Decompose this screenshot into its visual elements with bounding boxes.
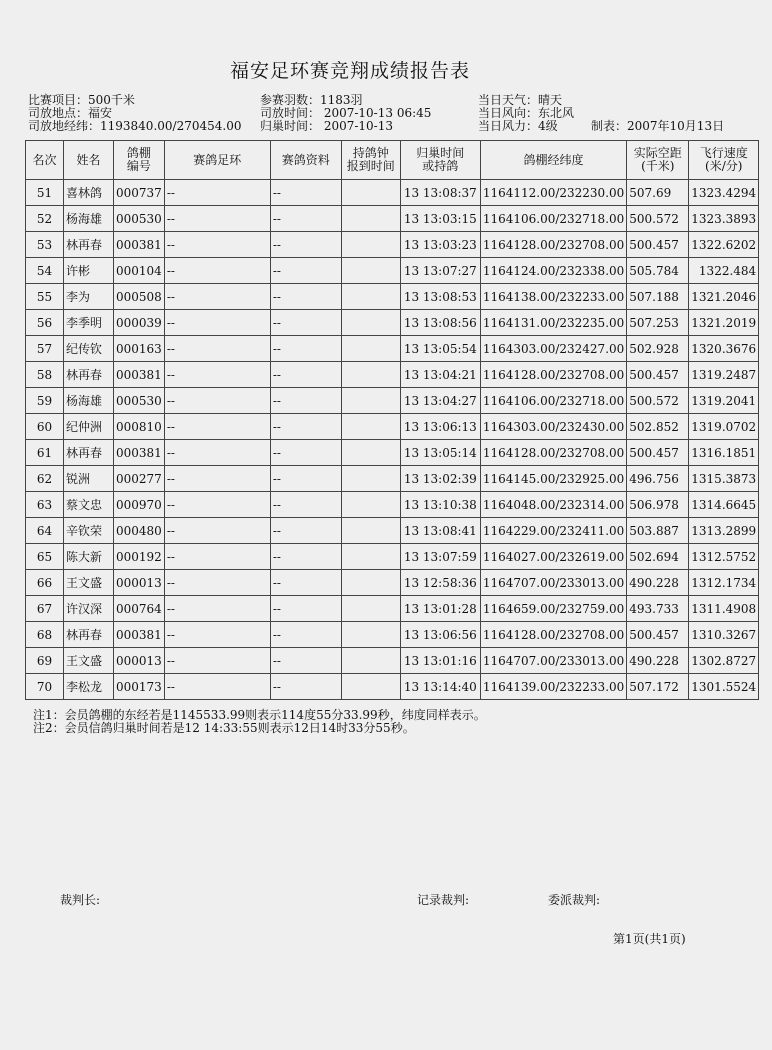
table-cell: 51 [26, 180, 64, 206]
table-row [26, 596, 759, 622]
table-cell: 500.457 [627, 622, 689, 648]
table-cell: 58 [26, 362, 64, 388]
table-row [26, 388, 759, 414]
table-cell [341, 258, 400, 284]
table-row [26, 180, 759, 206]
table-cell: -- [164, 362, 270, 388]
column-header-line: 实际空距 [633, 146, 682, 160]
table-cell: 54 [26, 258, 64, 284]
table-cell: 13 13:04:27 [400, 388, 480, 414]
table-cell: 61 [26, 440, 64, 466]
table-cell: 1311.4908 [689, 596, 759, 622]
table-cell: 13 13:05:14 [400, 440, 480, 466]
table-cell: 1313.2899 [689, 518, 759, 544]
table-cell [341, 492, 400, 518]
table-cell: -- [164, 492, 270, 518]
table-cell: 000530 [114, 388, 165, 414]
release-coords-label: 司放地经纬：1193840.00/270454.00 [28, 119, 242, 133]
table-cell: 蔡文忠 [64, 492, 114, 518]
table-cell: 13 13:04:21 [400, 362, 480, 388]
table-cell [341, 206, 400, 232]
table-cell: 506.978 [627, 492, 689, 518]
table-cell: 493.733 [627, 596, 689, 622]
table-row [26, 362, 759, 388]
table-cell: -- [164, 284, 270, 310]
table-cell: -- [270, 180, 341, 206]
table-cell: 56 [26, 310, 64, 336]
table-cell: 490.228 [627, 570, 689, 596]
table-cell: -- [270, 518, 341, 544]
table-cell [341, 466, 400, 492]
table-cell [341, 388, 400, 414]
table-cell [341, 648, 400, 674]
table-header-row [26, 141, 759, 180]
column-header-line: 报到时间 [346, 159, 395, 173]
column-header-line: 赛鸽资料 [281, 152, 330, 167]
table-row [26, 206, 759, 232]
table-cell: 1164303.00/232427.00 [480, 336, 626, 362]
table-cell: -- [164, 648, 270, 674]
table-cell: -- [270, 440, 341, 466]
table-cell: 1164124.00/232338.00 [480, 258, 626, 284]
table-cell [341, 544, 400, 570]
column-header-line: 编号 [126, 159, 151, 173]
table-cell: 许彬 [64, 258, 114, 284]
table-cell: 1322.6202 [689, 232, 759, 258]
delegated-referee-label: 委派裁判: [548, 893, 601, 907]
table-cell: 500.572 [627, 206, 689, 232]
table-cell [341, 596, 400, 622]
table-cell [341, 180, 400, 206]
table-cell: -- [270, 492, 341, 518]
table-cell: 000508 [114, 284, 165, 310]
table-cell: 13 13:01:28 [400, 596, 480, 622]
table-cell: 000381 [114, 622, 165, 648]
table-cell: 65 [26, 544, 64, 570]
table-cell: 000104 [114, 258, 165, 284]
entries-label: 参赛羽数：1183羽 [260, 93, 363, 107]
table-cell [341, 362, 400, 388]
table-cell: 杨海雄 [64, 388, 114, 414]
table-cell: -- [270, 206, 341, 232]
table-row [26, 622, 759, 648]
column-header-line: 名次 [32, 152, 57, 167]
table-cell: 林再春 [64, 440, 114, 466]
table-cell: 王文盛 [64, 648, 114, 674]
table-cell [341, 336, 400, 362]
table-row [26, 648, 759, 674]
table-cell: 000810 [114, 414, 165, 440]
column-header [26, 141, 64, 180]
table-cell: 1314.6645 [689, 492, 759, 518]
table-cell [341, 440, 400, 466]
column-header [341, 141, 400, 180]
table-cell: -- [164, 544, 270, 570]
table-cell: 1164303.00/232430.00 [480, 414, 626, 440]
table-cell: 辛钦荣 [64, 518, 114, 544]
table-cell: 66 [26, 570, 64, 596]
table-cell: 507.172 [627, 674, 689, 700]
table-cell: 13 13:01:16 [400, 648, 480, 674]
table-cell: -- [270, 570, 341, 596]
table-cell: 59 [26, 388, 64, 414]
table-cell: 63 [26, 492, 64, 518]
table-cell: 13 13:08:37 [400, 180, 480, 206]
table-cell: -- [164, 336, 270, 362]
table-cell: -- [164, 258, 270, 284]
table-row [26, 518, 759, 544]
table-cell: 纪仲洲 [64, 414, 114, 440]
table-cell: 000764 [114, 596, 165, 622]
column-header-line: (千米) [641, 159, 675, 173]
table-cell: 1301.5524 [689, 674, 759, 700]
table-cell: 000277 [114, 466, 165, 492]
recording-referee-label: 记录裁判: [417, 893, 470, 907]
table-cell: 1310.3267 [689, 622, 759, 648]
table-cell: -- [164, 466, 270, 492]
column-header-line: 或持鸽 [422, 159, 459, 173]
table-cell: 1302.8727 [689, 648, 759, 674]
event-label: 比赛项目：500千米 [28, 93, 135, 107]
table-cell: 507.188 [627, 284, 689, 310]
page-number: 第1页(共1页) [613, 932, 686, 946]
table-cell [341, 570, 400, 596]
table-body [26, 180, 759, 700]
table-cell: 496.756 [627, 466, 689, 492]
table-cell: -- [270, 258, 341, 284]
table-cell: 1164229.00/232411.00 [480, 518, 626, 544]
table-cell [341, 310, 400, 336]
table-cell: 52 [26, 206, 64, 232]
table-cell: -- [270, 674, 341, 700]
table-cell: 13 13:07:59 [400, 544, 480, 570]
table-row [26, 258, 759, 284]
table-cell: 13 13:02:39 [400, 466, 480, 492]
column-header-line: 鸽棚 [126, 146, 151, 160]
table-cell: -- [164, 310, 270, 336]
table-cell: 53 [26, 232, 64, 258]
table-row [26, 310, 759, 336]
table-cell: -- [164, 622, 270, 648]
table-cell: 1164138.00/232233.00 [480, 284, 626, 310]
table-cell: -- [270, 284, 341, 310]
table-cell: 000480 [114, 518, 165, 544]
table-cell: 林再春 [64, 622, 114, 648]
table-cell: 000381 [114, 362, 165, 388]
table-cell [341, 674, 400, 700]
table-cell: 李松龙 [64, 674, 114, 700]
table-cell: 000039 [114, 310, 165, 336]
chief-referee-label: 裁判长: [60, 893, 101, 907]
table-cell: 000737 [114, 180, 165, 206]
column-header [480, 141, 626, 180]
table-cell: -- [270, 648, 341, 674]
table-row [26, 284, 759, 310]
table-cell: 王文盛 [64, 570, 114, 596]
report-title: 福安足环赛竞翔成绩报告表 [229, 60, 470, 82]
table-cell: 13 13:08:53 [400, 284, 480, 310]
table-cell: 13 13:07:27 [400, 258, 480, 284]
table-cell: 1323.4294 [689, 180, 759, 206]
column-header [270, 141, 341, 180]
table-cell: 1322.484 [689, 258, 759, 284]
table-cell: 000163 [114, 336, 165, 362]
table-cell [341, 284, 400, 310]
table-cell: 锐洲 [64, 466, 114, 492]
table-cell: 000013 [114, 570, 165, 596]
column-header [164, 141, 270, 180]
table-cell: 64 [26, 518, 64, 544]
table-cell: 60 [26, 414, 64, 440]
table-cell: 1164128.00/232708.00 [480, 362, 626, 388]
table-cell: -- [164, 414, 270, 440]
return-time-label: 归巢时间： 2007-10-13 [260, 119, 394, 133]
table-row [26, 414, 759, 440]
table-cell: 陈大新 [64, 544, 114, 570]
table-cell: 1164131.00/232235.00 [480, 310, 626, 336]
table-cell: 70 [26, 674, 64, 700]
table-cell: 1164659.00/232759.00 [480, 596, 626, 622]
table-cell: -- [270, 336, 341, 362]
table-cell: 杨海雄 [64, 206, 114, 232]
table-cell: 13 13:14:40 [400, 674, 480, 700]
table-cell: 13 13:05:54 [400, 336, 480, 362]
note-1: 注1：会员鸽棚的东经若是1145533.99则表示114度55分33.99秒，纬度同样表示。 [33, 708, 486, 722]
table-cell: -- [270, 232, 341, 258]
table-cell: 505.784 [627, 258, 689, 284]
table-cell: 507.253 [627, 310, 689, 336]
table-cell [341, 518, 400, 544]
column-header [400, 141, 480, 180]
table-cell: 1316.1851 [689, 440, 759, 466]
column-header-line: 姓名 [76, 152, 101, 167]
table-cell: 000970 [114, 492, 165, 518]
column-header-line: 持鸽钟 [352, 146, 389, 160]
table-cell: -- [164, 518, 270, 544]
table-row [26, 674, 759, 700]
table-cell: -- [270, 414, 341, 440]
table-cell: -- [270, 362, 341, 388]
table-cell: 1164145.00/232925.00 [480, 466, 626, 492]
note-2: 注2：会员信鸽归巢时间若是12 14:33:55则表示12日14时33分55秒。 [33, 721, 415, 735]
table-cell: 喜林鸽 [64, 180, 114, 206]
table-cell [341, 414, 400, 440]
column-header [689, 141, 759, 180]
table-cell: 1164027.00/232619.00 [480, 544, 626, 570]
table-cell [341, 622, 400, 648]
table-cell: 500.457 [627, 440, 689, 466]
table-row [26, 570, 759, 596]
made-date-label: 制表：2007年10月13日 [591, 119, 725, 133]
table-cell: 林再春 [64, 362, 114, 388]
table-cell: 1164139.00/232233.00 [480, 674, 626, 700]
table-cell: 1164128.00/232708.00 [480, 232, 626, 258]
table-cell: 502.694 [627, 544, 689, 570]
table-row [26, 492, 759, 518]
column-header-line: 飞行速度 [699, 146, 748, 160]
table-cell: 000192 [114, 544, 165, 570]
table-cell: 13 12:58:36 [400, 570, 480, 596]
column-header [64, 141, 114, 180]
table-cell: 林再春 [64, 232, 114, 258]
table-cell: 1164106.00/232718.00 [480, 388, 626, 414]
column-header-line: 赛鸽足环 [193, 152, 242, 167]
release-time-label: 司放时间： 2007-10-13 06:45 [260, 106, 432, 120]
table-cell: -- [270, 596, 341, 622]
table-cell: 55 [26, 284, 64, 310]
table-cell: 503.887 [627, 518, 689, 544]
table-cell [341, 232, 400, 258]
results-table [25, 140, 759, 700]
table-cell: 许汉深 [64, 596, 114, 622]
table-cell: 000530 [114, 206, 165, 232]
race-info [28, 94, 748, 133]
table-cell: -- [164, 388, 270, 414]
table-cell: 1319.2041 [689, 388, 759, 414]
table-cell: -- [164, 596, 270, 622]
table-row [26, 440, 759, 466]
wind-force-label: 当日风力：4级 [478, 119, 558, 133]
column-header-line: 鸽棚经纬度 [523, 152, 584, 167]
table-cell: 1312.1734 [689, 570, 759, 596]
table-row [26, 544, 759, 570]
column-header-line: 归巢时间 [416, 146, 465, 160]
table-cell: 13 13:10:38 [400, 492, 480, 518]
table-cell: 1164106.00/232718.00 [480, 206, 626, 232]
table-cell: 500.457 [627, 362, 689, 388]
weather-label: 当日天气：晴天 [478, 93, 563, 107]
table-cell: -- [164, 674, 270, 700]
table-cell: 1312.5752 [689, 544, 759, 570]
table-cell: -- [164, 440, 270, 466]
table-cell: -- [270, 622, 341, 648]
table-cell: 13 13:08:56 [400, 310, 480, 336]
table-cell: 1164707.00/233013.00 [480, 570, 626, 596]
table-cell: 57 [26, 336, 64, 362]
table-cell: 500.572 [627, 388, 689, 414]
table-cell: 1164128.00/232708.00 [480, 622, 626, 648]
table-cell: 1323.3893 [689, 206, 759, 232]
table-cell: 000173 [114, 674, 165, 700]
table-cell: 68 [26, 622, 64, 648]
column-header-line: (米/分) [705, 159, 743, 173]
table-cell: 1164112.00/232230.00 [480, 180, 626, 206]
table-cell: -- [270, 310, 341, 336]
table-cell: 502.852 [627, 414, 689, 440]
table-cell: 1315.3873 [689, 466, 759, 492]
table-cell: 1319.2487 [689, 362, 759, 388]
table-cell: 62 [26, 466, 64, 492]
table-cell: 1164707.00/233013.00 [480, 648, 626, 674]
table-cell: 1319.0702 [689, 414, 759, 440]
notes [33, 709, 486, 735]
table-cell: 纪传钦 [64, 336, 114, 362]
table-cell: 490.228 [627, 648, 689, 674]
table-cell: 000013 [114, 648, 165, 674]
table-cell: -- [270, 388, 341, 414]
table-cell: 13 13:08:41 [400, 518, 480, 544]
table-cell: -- [164, 206, 270, 232]
table-cell: 13 13:06:13 [400, 414, 480, 440]
table-cell: 1321.2019 [689, 310, 759, 336]
table-cell: 502.928 [627, 336, 689, 362]
table-cell: 507.69 [627, 180, 689, 206]
table-cell: -- [270, 544, 341, 570]
table-cell: 13 13:03:15 [400, 206, 480, 232]
table-cell: -- [270, 466, 341, 492]
column-header [114, 141, 165, 180]
release-site-label: 司放地点：福安 [28, 106, 113, 120]
table-cell: -- [164, 232, 270, 258]
table-cell: 500.457 [627, 232, 689, 258]
column-header [627, 141, 689, 180]
table-cell: 67 [26, 596, 64, 622]
table-cell: 1320.3676 [689, 336, 759, 362]
table-row [26, 336, 759, 362]
table-cell: 000381 [114, 440, 165, 466]
table-cell: 1164048.00/232314.00 [480, 492, 626, 518]
table-cell: -- [164, 180, 270, 206]
table-cell: -- [164, 570, 270, 596]
table-row [26, 466, 759, 492]
table-cell: 李季明 [64, 310, 114, 336]
table-cell: 000381 [114, 232, 165, 258]
table-cell: 1321.2046 [689, 284, 759, 310]
table-cell: 李为 [64, 284, 114, 310]
table-cell: 69 [26, 648, 64, 674]
table-cell: 13 13:06:56 [400, 622, 480, 648]
wind-direction-label: 当日风向：东北风 [478, 106, 575, 120]
table-cell: 13 13:03:23 [400, 232, 480, 258]
table-row [26, 232, 759, 258]
table-cell: 1164128.00/232708.00 [480, 440, 626, 466]
